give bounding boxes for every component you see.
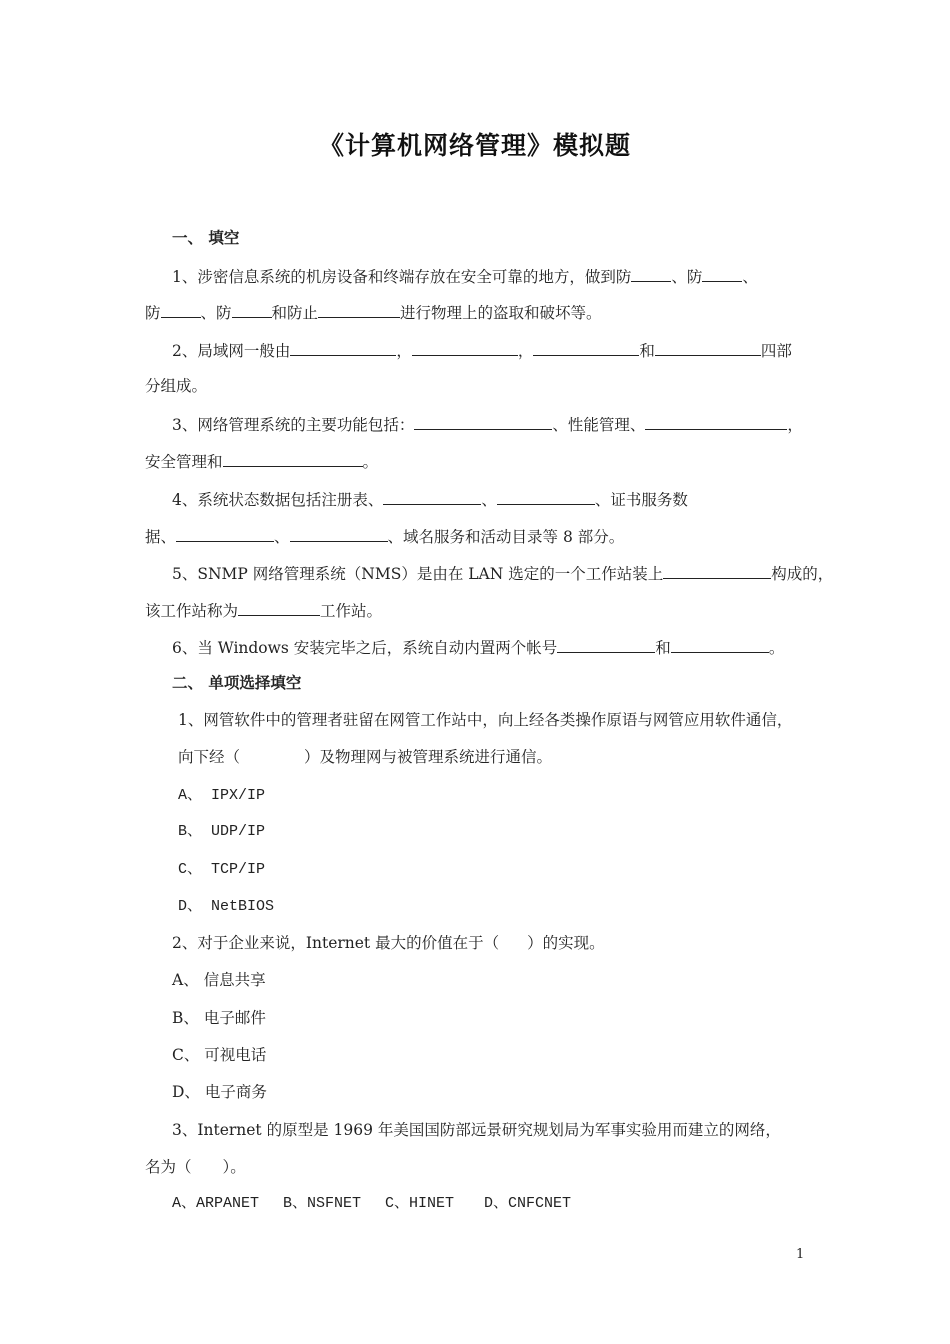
mc-q2-text-b: ）的实现。 (527, 934, 605, 952)
blank (176, 525, 274, 542)
q4-text-c: 、证书服务数 (594, 491, 688, 509)
question-2-line-2: 分组成。 (145, 377, 208, 395)
q1-text-f: 和防止 (271, 304, 319, 322)
blank (497, 488, 595, 505)
blank (557, 636, 655, 653)
question-1-line-2 (145, 301, 602, 321)
blank (412, 339, 518, 356)
q6-text-a: 6、当 Windows 安装完毕之后，系统自动内置两个帐号 (172, 639, 558, 657)
blank (702, 265, 742, 282)
mc-q1-option-d: D、 NetBIOS (178, 898, 275, 915)
q3-text-d: 安全管理和 (145, 453, 223, 471)
q1-text-a: 1、涉密信息系统的机房设备和终端存放在安全可靠的地方，做到防 (172, 268, 632, 286)
blank (232, 301, 272, 318)
q3-text-a: 3、网络管理系统的主要功能包括： (172, 416, 415, 434)
q6-text-c: 。 (768, 639, 785, 657)
q2-text-a: 2、局域网一般由 (172, 342, 291, 360)
mc-question-3-line-1: 3、Internet 的原型是 1969 年美国国防部远景研究规划局为军事实验用而建立的网络， (172, 1121, 781, 1139)
blank (414, 413, 552, 430)
q1-text-e: 、防 (200, 304, 232, 322)
blank (383, 488, 481, 505)
question-4-line-2 (145, 525, 624, 545)
mc-q3-options (172, 1194, 571, 1214)
q4-text-b: 、 (481, 491, 497, 509)
blank (663, 562, 771, 579)
blank (533, 339, 639, 356)
q3-text-e: 。 (362, 453, 379, 471)
blank (645, 413, 787, 430)
q1-text-g: 进行物理上的盗取和破坏等。 (400, 304, 602, 322)
q5-text-a: 5、SNMP 网络管理系统（NMS）是由在 LAN 选定的一个工作站装上 (172, 565, 664, 583)
question-3-line-2 (145, 450, 378, 470)
mc-q3-option-c: C、HINET (385, 1195, 455, 1212)
question-1-line-1 (172, 265, 758, 285)
mc-q3-option-d: D、CNFCNET (484, 1195, 572, 1212)
blank (290, 525, 388, 542)
q1-text-d: 防 (145, 304, 161, 322)
blank (161, 301, 201, 318)
mc-q1-option-b: B、 UDP/IP (178, 823, 266, 840)
question-5-line-1 (172, 562, 833, 582)
question-6-line-1 (172, 636, 784, 656)
q5-text-b: 构成的， (771, 565, 834, 583)
section-heading-single-choice: 二、 单项选择填空 (172, 674, 302, 692)
mc-q1-option-a: A、 IPX/IP (178, 787, 266, 804)
mc-q2-option-d: D、 电子商务 (172, 1083, 267, 1101)
q2-text-b: ， (396, 342, 412, 360)
mc-q1-option-c: C、 TCP/IP (178, 861, 266, 878)
question-5-line-2 (145, 599, 382, 619)
q2-text-d: 和 (639, 342, 655, 360)
q4-text-e: 、 (274, 528, 290, 546)
page-number: 1 (796, 1247, 805, 1262)
blank (671, 636, 769, 653)
blank (290, 339, 396, 356)
q3-text-b: 、性能管理、 (552, 416, 646, 434)
q4-text-f: 、域名服务和活动目录等 8 部分。 (387, 528, 625, 546)
blank (655, 339, 761, 356)
q4-text-d: 据、 (145, 528, 177, 546)
q5-text-d: 工作站。 (320, 602, 383, 620)
mc-q2-option-b: B、 电子邮件 (172, 1009, 266, 1027)
mc-q2-option-a: A、 信息共享 (172, 971, 266, 989)
q2-text-c: ， (517, 342, 534, 360)
q2-text-e: 四部 (760, 342, 792, 360)
mc-q2-option-c: C、 可视电话 (172, 1046, 267, 1064)
blank (318, 301, 400, 318)
blank (223, 450, 363, 467)
mc-q3-option-a: A、ARPANET (172, 1195, 260, 1212)
blank (631, 265, 671, 282)
q6-text-b: 和 (655, 639, 671, 657)
mc-question-1-line-2 (178, 747, 552, 767)
mc-q1-text-a: 向下经（ (178, 748, 241, 766)
q4-text-a: 4、系统状态数据包括注册表、 (172, 491, 384, 509)
mc-question-2-line-1 (172, 933, 605, 953)
mc-q3-option-b: B、NSFNET (283, 1195, 362, 1212)
blank (238, 599, 320, 616)
document-title: 《计算机网络管理》模拟题 (318, 131, 631, 160)
question-4-line-1 (172, 488, 688, 508)
mc-question-3-line-2: 名为（ ）。 (145, 1158, 246, 1176)
section-heading-fill-in: 一、 填空 (172, 229, 240, 247)
mc-q1-text-b: ）及物理网与被管理系统进行通信。 (304, 748, 553, 766)
mc-question-1-line-1: 1、网管软件中的管理者驻留在网管工作站中，向上经各类操作原语与网管应用软件通信， (178, 711, 793, 729)
q1-text-c: 、 (742, 268, 758, 286)
q5-text-c: 该工作站称为 (145, 602, 239, 620)
q3-text-c: ， (787, 416, 803, 434)
question-3-line-1 (172, 413, 803, 433)
question-2-line-1 (172, 339, 792, 359)
mc-q2-text-a: 2、对于企业来说，Internet 最大的价值在于（ (172, 934, 500, 952)
q1-text-b: 、防 (671, 268, 703, 286)
